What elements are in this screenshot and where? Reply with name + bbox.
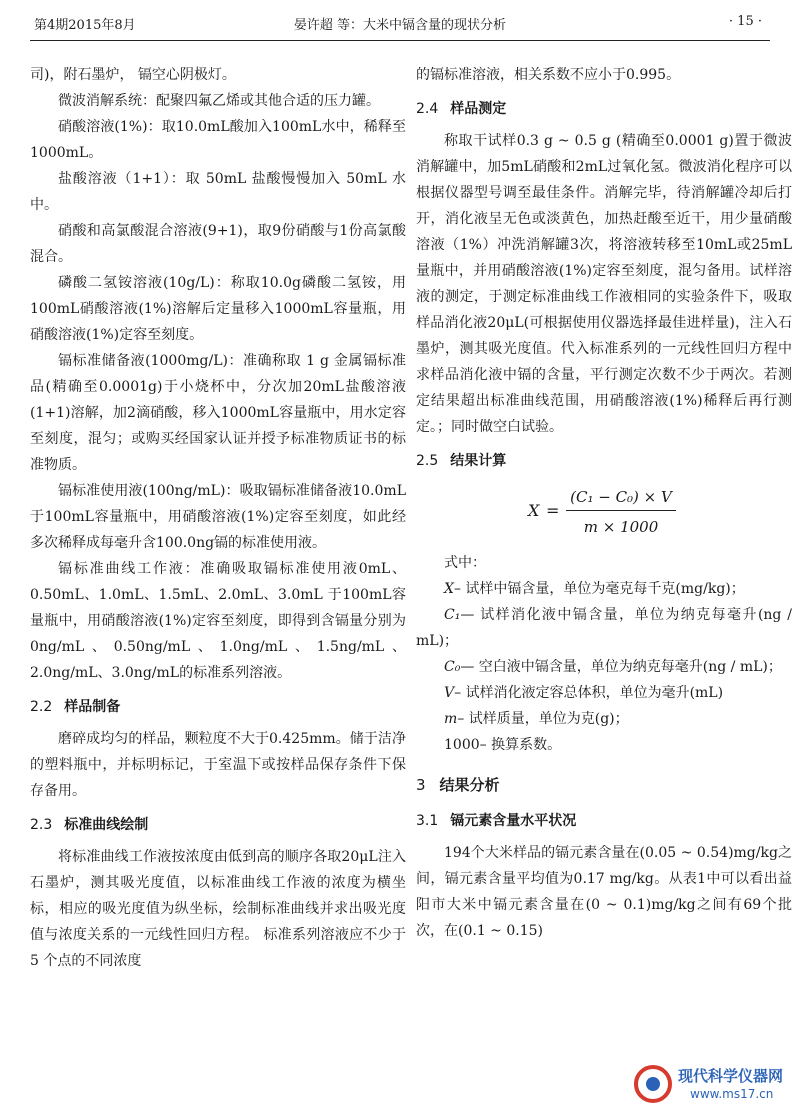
paragraph: 微波消解系统：配聚四氟乙烯或其他合适的压力罐。 <box>58 93 380 109</box>
variable-definition: 1000– 换算系数。 <box>444 737 562 753</box>
variable-definition <box>416 654 792 680</box>
chapter-title: 结果分析 <box>439 776 500 794</box>
section-heading <box>30 812 406 838</box>
variable-symbol: V <box>444 685 455 701</box>
variable-text: – 试样中镉含量，单位为毫克每千克(mg/kg)； <box>453 581 745 597</box>
formula-numerator: (C₁ − C₀) × V <box>570 488 672 506</box>
variable-definition <box>416 680 792 706</box>
site-watermark <box>632 1061 792 1109</box>
watermark-name: 现代科学仪器网 <box>678 1067 784 1085</box>
where-label: 式中： <box>444 555 486 571</box>
paragraph: 镉标准储备液(1000mg/L)：准确称取 1 g 金属镉标准品(精确至0.0001g)于小烧杯中，分次加20mL盐酸溶液(1+1)溶解，加2滴硝酸，移入1000mL容量瓶中，用水定容至刻度，混匀；或购买经国家认证并授予标准物质证书的标准物质。 <box>30 353 406 473</box>
variable-definition <box>416 576 792 602</box>
variable-text: – 试样质量，单位为克(g)； <box>457 711 629 727</box>
left-column <box>30 62 406 974</box>
paragraph: 硝酸溶液(1%)：取10.0mL酸加入100mL水中，稀释至1000mL。 <box>30 119 406 161</box>
section-heading <box>416 448 792 474</box>
paragraph: 司)，附石墨炉， 镉空心阴极灯。 <box>30 67 236 83</box>
paragraph: 称取干试样0.3 g ~ 0.5 g (精确至0.0001 g)置于微波消解罐中，加5mL硝酸和2mL过氧化氢。微波消化程序可以根据仪器型号调至最佳条件。消解完毕，待消解罐冷却后打开，消化液呈无色或淡黄色，加热赶酸至近干，用少量硝酸溶液（1%）冲洗消解罐3次，将溶液转移至10mL或25mL量瓶中，并用硝酸溶液(1%)定容至刻度，混匀备用。试样溶液的测定，于测定标准曲线工作液相同的实验条件下，吸取样品消化液20μL(可根据使用仪器选择最佳进样量)，注入石墨炉，测其吸光度值。代入标准系列的一元线性回归方程中求样品消化液中镉的含量，平行测定次数不少于两次。若测定结果超出标准曲线范围，用硝酸溶液(1%)稀释后再行测定。；同时做空白试验。 <box>416 133 792 435</box>
formula-lhs: X <box>528 501 540 520</box>
variable-text: — 试样消化液中镉含量，单位为纳克每毫升(ng / mL)； <box>416 607 792 649</box>
page-number: · 15 · <box>728 14 762 29</box>
paragraph: 镉标准曲线工作液：准确吸取镉标准使用液0mL、0.50mL、1.0mL、1.5mL、2.0mL、3.0mL 于100mL容量瓶中，用硝酸溶液(1%)定容至刻度，即得到含镉量分别为0ng/mL、0.50ng/mL、1.0ng/mL、1.5ng/mL、2.0ng/mL、3.0ng/mL的标准系列溶液。 <box>30 561 406 681</box>
right-column <box>416 62 792 944</box>
variable-definition <box>416 602 792 654</box>
section-title: 镉元素含量水平状况 <box>450 813 577 829</box>
watermark-logo-icon <box>634 1065 672 1103</box>
chapter-number: 3 <box>416 776 426 794</box>
result-formula <box>416 480 792 544</box>
variable-symbol: X <box>444 581 454 597</box>
fraction-bar <box>566 510 676 511</box>
section-title: 结果计算 <box>450 453 507 469</box>
section-heading <box>30 694 406 720</box>
section-heading <box>416 808 792 834</box>
section-number: 2.4 <box>416 101 439 117</box>
paragraph: 194个大米样品的镉元素含量在(0.05 ~ 0.54)mg/kg之间，镉元素含量平均值为0.17 mg/kg。从表1中可以看出益阳市大米中镉元素含量在(0 ~ 0.1)mg/kg之间有69个批次，在(0.1 ~ 0.15) <box>416 845 792 939</box>
section-title: 标准曲线绘制 <box>64 817 149 833</box>
formula-denominator: m × 1000 <box>583 518 659 536</box>
paragraph: 盐酸溶液（1+1）：取 50mL 盐酸慢慢加入 50mL 水中。 <box>30 171 406 213</box>
header-rule <box>30 40 770 41</box>
paragraph: 硝酸和高氯酸混合溶液(9+1)，取9份硝酸与1份高氯酸混合。 <box>30 223 406 265</box>
section-number: 3.1 <box>416 813 439 829</box>
paragraph: 的镉标准溶液，相关系数不应小于0.995。 <box>416 67 681 83</box>
paragraph: 将标准曲线工作液按浓度由低到高的顺序各取20μL注入石墨炉，测其吸光度值，以标准曲线工作液的浓度为横坐标，相应的吸光度值为纵坐标，绘制标准曲线并求出吸光度值与浓度关系的一元线性回归方程。 标准系列溶液应不少于 5 个点的不同浓度 <box>30 849 406 969</box>
section-number: 2.5 <box>416 453 439 469</box>
section-title: 样品制备 <box>64 699 121 715</box>
variable-text: – 试样消化液定容总体积，单位为毫升(mL) <box>454 685 724 701</box>
paragraph: 磷酸二氢铵溶液(10g/L)：称取10.0g磷酸二氢铵，用100mL硝酸溶液(1%)溶解后定量移入1000mL容量瓶，用硝酸溶液(1%)定容至刻度。 <box>30 275 406 343</box>
paragraph: 磨碎成均匀的样品，颗粒度不大于0.425mm。储于洁净的塑料瓶中，并标明标记，于室温下或按样品保存条件下保存备用。 <box>30 731 406 799</box>
section-title: 样品测定 <box>450 101 507 117</box>
chapter-heading <box>416 772 792 798</box>
variable-text: — 空白液中镉含量，单位为纳克每毫升(ng / mL)； <box>460 659 782 675</box>
running-title: 晏许超 等：大米中镉含量的现状分析 <box>293 18 507 33</box>
variable-symbol: C₁ <box>444 607 461 623</box>
section-number: 2.2 <box>30 699 53 715</box>
section-number: 2.3 <box>30 817 53 833</box>
section-heading <box>416 96 792 122</box>
variable-symbol: C₀ <box>444 659 461 675</box>
watermark-url: www.ms17.cn <box>690 1087 774 1101</box>
formula-equals: = <box>546 501 560 520</box>
variable-symbol: m <box>444 711 458 727</box>
page-header <box>0 0 800 46</box>
paragraph: 镉标准使用液(100ng/mL)：吸取镉标准储备液10.0mL于100mL容量瓶中，用硝酸溶液(1%)定容至刻度，如此经多次稀释成每毫升含100.0ng镉的标准使用液。 <box>30 483 406 551</box>
variable-definition <box>416 706 792 732</box>
issue-label: 第4期2015年8月 <box>34 18 136 33</box>
